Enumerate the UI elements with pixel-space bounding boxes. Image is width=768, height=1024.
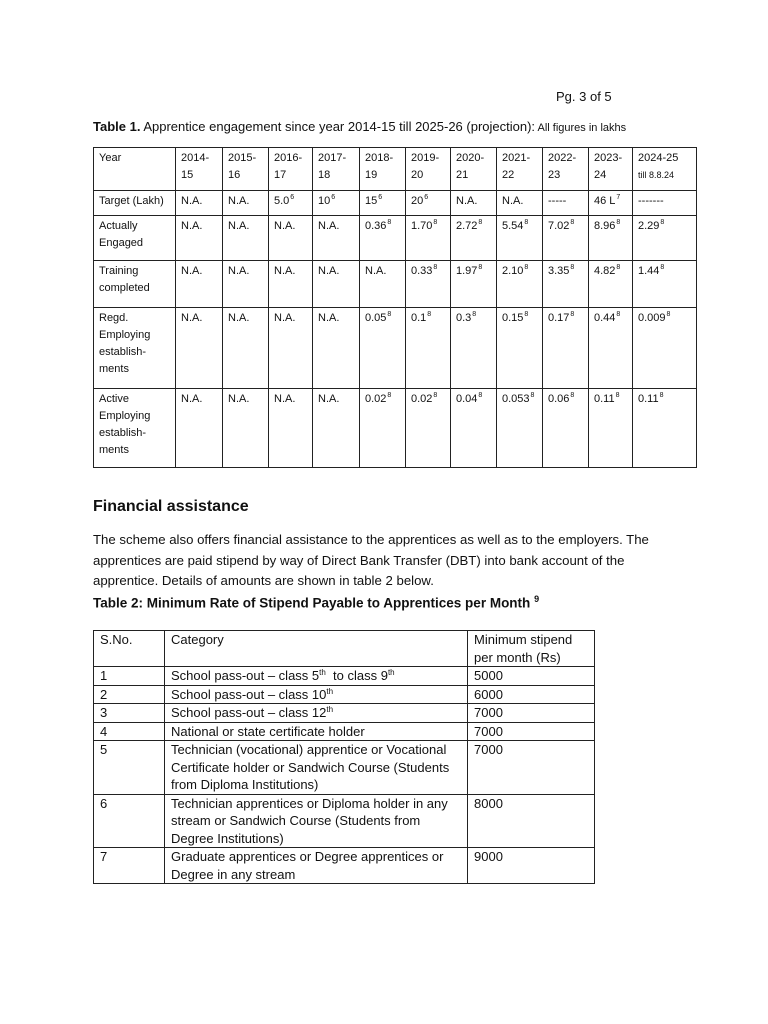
row-label: Target (Lakh) (99, 195, 164, 207)
stipend-amount: 9000 (474, 849, 503, 864)
table1-caption (93, 119, 626, 134)
cell-value: 2.10 (502, 265, 524, 277)
cell-value: N.A. (274, 265, 296, 277)
footnote-ref: 8 (616, 219, 621, 226)
footnote-ref: 8 (570, 219, 575, 226)
data-cell (269, 308, 313, 389)
cell-value: N.A. (318, 312, 340, 324)
cell-value: 0.11 (638, 393, 659, 405)
sno: 6 (100, 795, 108, 811)
footnote-ref: 6 (424, 194, 429, 201)
row-label: Regd. Employing establish-ments (99, 312, 151, 375)
category-text: Technician (vocational) apprentice or Vocational Certificate holder or Sandwich Course (Students from Diploma Institutions) (171, 742, 453, 792)
table-header-row (94, 631, 595, 667)
cell-value: 1.97 (456, 265, 478, 277)
data-cell (589, 261, 633, 308)
header-text: 2021-22 (502, 152, 531, 181)
cell-value: 2.72 (456, 220, 478, 232)
cell-value: N.A. (274, 312, 296, 324)
table2-caption (93, 594, 539, 611)
cell-value: 0.06 (548, 393, 570, 405)
row-label-cell (94, 191, 176, 216)
cell-value: N.A. (318, 220, 340, 232)
header-text: 2023-24 (594, 152, 623, 181)
cell-value: 0.04 (456, 393, 478, 405)
data-cell (406, 261, 451, 308)
header-text: 2017-18 (318, 152, 347, 181)
cell-value: 0.11 (594, 393, 615, 405)
row-label: Active Employing establish-ments (99, 393, 151, 456)
table-row (94, 848, 595, 884)
cell-value: N.A. (274, 393, 296, 405)
footnote-ref: 6 (378, 194, 383, 201)
sno-cell (94, 722, 165, 741)
table1-caption-note: All figures in lakhs (535, 122, 627, 134)
stipend-amount: 8000 (474, 795, 503, 811)
header-text: S.No. (100, 632, 133, 647)
cell-value: 4.82 (594, 265, 616, 277)
data-cell (313, 308, 360, 389)
data-cell (406, 389, 451, 468)
cell-value: N.A. (181, 265, 203, 277)
category-cell (165, 685, 468, 704)
table-row (94, 261, 697, 308)
data-cell (360, 389, 406, 468)
cell-value: N.A. (228, 195, 250, 207)
data-cell (451, 191, 497, 216)
data-cell (497, 261, 543, 308)
data-cell (360, 216, 406, 261)
header-cell (589, 148, 633, 191)
row-label: Actually Engaged (99, 220, 144, 249)
stipend-table (93, 630, 595, 884)
sno: 7 (100, 849, 108, 864)
sno: 5 (100, 742, 108, 757)
sno-cell (94, 667, 165, 686)
data-cell (269, 191, 313, 216)
sno-cell (94, 848, 165, 884)
footnote-ref: 8 (433, 264, 438, 271)
sno: 4 (100, 723, 108, 739)
stipend-amount: 7000 (474, 723, 503, 739)
data-cell (269, 216, 313, 261)
data-cell (633, 308, 697, 389)
data-cell (176, 216, 223, 261)
header-text: Year (99, 152, 122, 164)
footnote-ref: 8 (524, 311, 529, 318)
header-text: 2019-20 (411, 152, 440, 181)
cell-value: 0.33 (411, 265, 433, 277)
stipend-amount: 7000 (474, 742, 503, 757)
category-text: School pass-out – class 10 (171, 686, 327, 702)
cell-value: N.A. (274, 220, 296, 232)
header-cell (497, 148, 543, 191)
cell-value: N.A. (365, 265, 387, 277)
cell-value: 5.54 (502, 220, 524, 232)
cell-value: 0.009 (638, 312, 666, 324)
cell-value: N.A. (502, 195, 524, 207)
cell-value: N.A. (228, 393, 250, 405)
cell-value: 0.17 (548, 312, 570, 324)
cell-value: N.A. (181, 220, 203, 232)
data-cell (589, 389, 633, 468)
cell-value: N.A. (181, 195, 203, 207)
table-row (94, 389, 697, 468)
cell-value: N.A. (228, 265, 250, 277)
data-cell (543, 261, 589, 308)
sno-cell (94, 685, 165, 704)
header-note: till 8.8.24 (638, 170, 675, 180)
data-cell (313, 389, 360, 468)
stipend-amount: 5000 (474, 668, 503, 683)
table-row (94, 704, 595, 723)
data-cell (360, 191, 406, 216)
data-cell (497, 191, 543, 216)
data-cell (176, 389, 223, 468)
cell-value: 0.15 (502, 312, 524, 324)
data-cell (223, 389, 269, 468)
footnote-ref: 8 (387, 311, 392, 318)
ordinal-suffix: th (326, 705, 334, 714)
data-cell (497, 216, 543, 261)
stipend-amount: 6000 (474, 686, 503, 702)
table2-caption-text: Table 2: Minimum Rate of Stipend Payable to Apprentices per Month (93, 595, 535, 611)
data-cell (176, 308, 223, 389)
category-text: National or state certificate holder (171, 723, 365, 739)
category-cell (165, 794, 468, 848)
footnote-ref: 8 (530, 392, 535, 399)
category-text: Graduate apprentices or Degree apprentices or Degree in any stream (171, 849, 448, 882)
table2-footnote-ref: 9 (534, 594, 540, 604)
footnote-ref: 8 (472, 311, 477, 318)
footnote-ref: 8 (659, 392, 664, 399)
table-row (94, 741, 595, 795)
category-text: School pass-out – class 5 (171, 668, 320, 683)
header-text: 2014-15 (181, 152, 210, 181)
cell-value: 0.36 (365, 220, 387, 232)
footnote-ref: 8 (616, 264, 621, 271)
cell-value: N.A. (318, 393, 340, 405)
sno: 2 (100, 686, 108, 702)
sno: 3 (100, 705, 108, 720)
cell-value: 0.1 (411, 312, 427, 324)
data-cell (633, 389, 697, 468)
footnote-ref: 8 (478, 392, 483, 399)
header-cell (543, 148, 589, 191)
cell-value: 0.053 (502, 393, 530, 405)
footnote-ref: 8 (427, 311, 432, 318)
data-cell (451, 216, 497, 261)
category-cell (165, 704, 468, 723)
data-cell (223, 216, 269, 261)
category-cell (165, 848, 468, 884)
data-cell (633, 191, 697, 216)
data-cell (223, 308, 269, 389)
cell-value: 5.0 (274, 195, 290, 207)
stipend-cell (468, 704, 595, 723)
header-cell (223, 148, 269, 191)
table-header-row (94, 148, 697, 191)
stipend-cell (468, 848, 595, 884)
data-cell (360, 261, 406, 308)
table-row (94, 216, 697, 261)
header-cell (269, 148, 313, 191)
sno-cell (94, 794, 165, 848)
footnote-ref: 6 (331, 194, 336, 201)
data-cell (451, 261, 497, 308)
cell-value: N.A. (181, 312, 203, 324)
ordinal-suffix: th (319, 668, 326, 677)
footnote-ref: 8 (615, 392, 620, 399)
cell-value: N.A. (318, 265, 340, 277)
data-cell (633, 261, 697, 308)
cell-value: 0.3 (456, 312, 472, 324)
data-cell (589, 216, 633, 261)
data-cell (313, 216, 360, 261)
header-text: Category (171, 632, 224, 647)
cell-value: 1.44 (638, 265, 660, 277)
header-text: 2020-21 (456, 152, 485, 181)
cell-value: N.A. (228, 312, 250, 324)
data-cell (313, 191, 360, 216)
header-text: 2022-23 (548, 152, 577, 181)
data-cell (406, 308, 451, 389)
data-cell (451, 308, 497, 389)
data-cell (313, 261, 360, 308)
cell-value: ------- (638, 195, 664, 207)
cell-value: N.A. (181, 393, 203, 405)
footnote-ref: 8 (433, 392, 438, 399)
sno: 1 (100, 668, 108, 683)
header-text: 2016-17 (274, 152, 303, 181)
footnote-ref: 8 (433, 219, 438, 226)
cell-value: 0.02 (365, 393, 387, 405)
header-cell (360, 148, 406, 191)
header-cell (468, 631, 595, 667)
apprentice-engagement-table (93, 147, 697, 468)
sno-cell (94, 741, 165, 795)
row-label-cell (94, 308, 176, 389)
cell-value: 0.05 (365, 312, 387, 324)
cell-value: N.A. (228, 220, 250, 232)
stipend-cell (468, 667, 595, 686)
row-label-cell (94, 261, 176, 308)
category-text: to class 9 (325, 668, 388, 683)
footnote-ref: 8 (660, 219, 665, 226)
stipend-cell (468, 722, 595, 741)
table-row (94, 722, 595, 741)
category-text: School pass-out – class 12 (171, 705, 327, 720)
footnote-ref: 8 (660, 264, 665, 271)
cell-value: 46 L (594, 195, 616, 207)
row-label-cell (94, 389, 176, 468)
financial-heading: Financial assistance (93, 498, 249, 515)
header-cell (94, 631, 165, 667)
cell-value: 20 (411, 195, 424, 207)
data-cell (497, 308, 543, 389)
category-cell (165, 667, 468, 686)
data-cell (269, 261, 313, 308)
stipend-cell (468, 794, 595, 848)
table-row (94, 667, 595, 686)
header-text: 2018-19 (365, 152, 394, 181)
data-cell (223, 261, 269, 308)
header-cell (94, 148, 176, 191)
cell-value: 7.02 (548, 220, 570, 232)
page-number: Pg. 3 of 5 (556, 89, 612, 104)
cell-value: 1.70 (411, 220, 433, 232)
header-cell (165, 631, 468, 667)
data-cell (406, 216, 451, 261)
cell-value: 2.29 (638, 220, 660, 232)
footnote-ref: 8 (524, 219, 529, 226)
data-cell (360, 308, 406, 389)
data-cell (269, 389, 313, 468)
category-cell (165, 722, 468, 741)
row-label-cell (94, 216, 176, 261)
cell-value: 15 (365, 195, 378, 207)
header-text: 2024-25 (638, 152, 679, 164)
header-cell (313, 148, 360, 191)
cell-value: N.A. (456, 195, 478, 207)
data-cell (406, 191, 451, 216)
cell-value: 3.35 (548, 265, 570, 277)
cell-value: ----- (548, 195, 567, 207)
header-text: 2015-16 (228, 152, 257, 181)
footnote-ref: 8 (570, 311, 575, 318)
data-cell (589, 191, 633, 216)
data-cell (223, 191, 269, 216)
footnote-ref: 7 (616, 194, 621, 201)
table-row (94, 308, 697, 389)
data-cell (543, 191, 589, 216)
footnote-ref: 8 (570, 264, 575, 271)
stipend-cell (468, 741, 595, 795)
data-cell (176, 191, 223, 216)
cell-value: 0.02 (411, 393, 433, 405)
sno-cell (94, 704, 165, 723)
footnote-ref: 8 (570, 392, 575, 399)
data-cell (497, 389, 543, 468)
footnote-ref: 6 (290, 194, 295, 201)
cell-value: 0.44 (594, 312, 616, 324)
header-cell (451, 148, 497, 191)
footnote-ref: 8 (478, 219, 483, 226)
stipend-amount: 7000 (474, 705, 503, 720)
data-cell (543, 308, 589, 389)
ordinal-suffix: th (326, 686, 334, 696)
footnote-ref: 8 (524, 264, 529, 271)
header-cell (176, 148, 223, 191)
table-row (94, 685, 595, 704)
footnote-ref: 8 (387, 392, 392, 399)
financial-paragraph: The scheme also offers financial assistance to the apprentices as well as to the employers. The apprentices are paid stipend by way of Direct Bank Transfer (DBT) into bank account of the apprentice. Details of amounts are shown in table 2 below. (93, 532, 649, 588)
header-cell (633, 148, 697, 191)
data-cell (589, 308, 633, 389)
footnote-ref: 8 (387, 219, 392, 226)
cell-value: 8.96 (594, 220, 616, 232)
footnote-ref: 8 (666, 311, 671, 318)
data-cell (176, 261, 223, 308)
header-text: Minimum stipend per month (Rs) (474, 632, 573, 665)
table1-caption-label: Table 1. (93, 119, 141, 134)
header-cell (406, 148, 451, 191)
category-cell (165, 741, 468, 795)
cell-value: 10 (318, 195, 331, 207)
category-text: Technician apprentices or Diploma holder in any stream or Sandwich Course (Students from Degree Institutions) (171, 795, 452, 846)
table1-caption-text: Apprentice engagement since year 2014-15 till 2025-26 (projection): (140, 119, 536, 134)
data-cell (543, 389, 589, 468)
ordinal-suffix: th (387, 668, 395, 677)
footnote-ref: 8 (478, 264, 483, 271)
data-cell (451, 389, 497, 468)
footnote-ref: 8 (616, 311, 621, 318)
data-cell (543, 216, 589, 261)
data-cell (633, 216, 697, 261)
table-row (94, 794, 595, 848)
stipend-cell (468, 685, 595, 704)
table-row (94, 191, 697, 216)
row-label: Training completed (99, 265, 150, 294)
